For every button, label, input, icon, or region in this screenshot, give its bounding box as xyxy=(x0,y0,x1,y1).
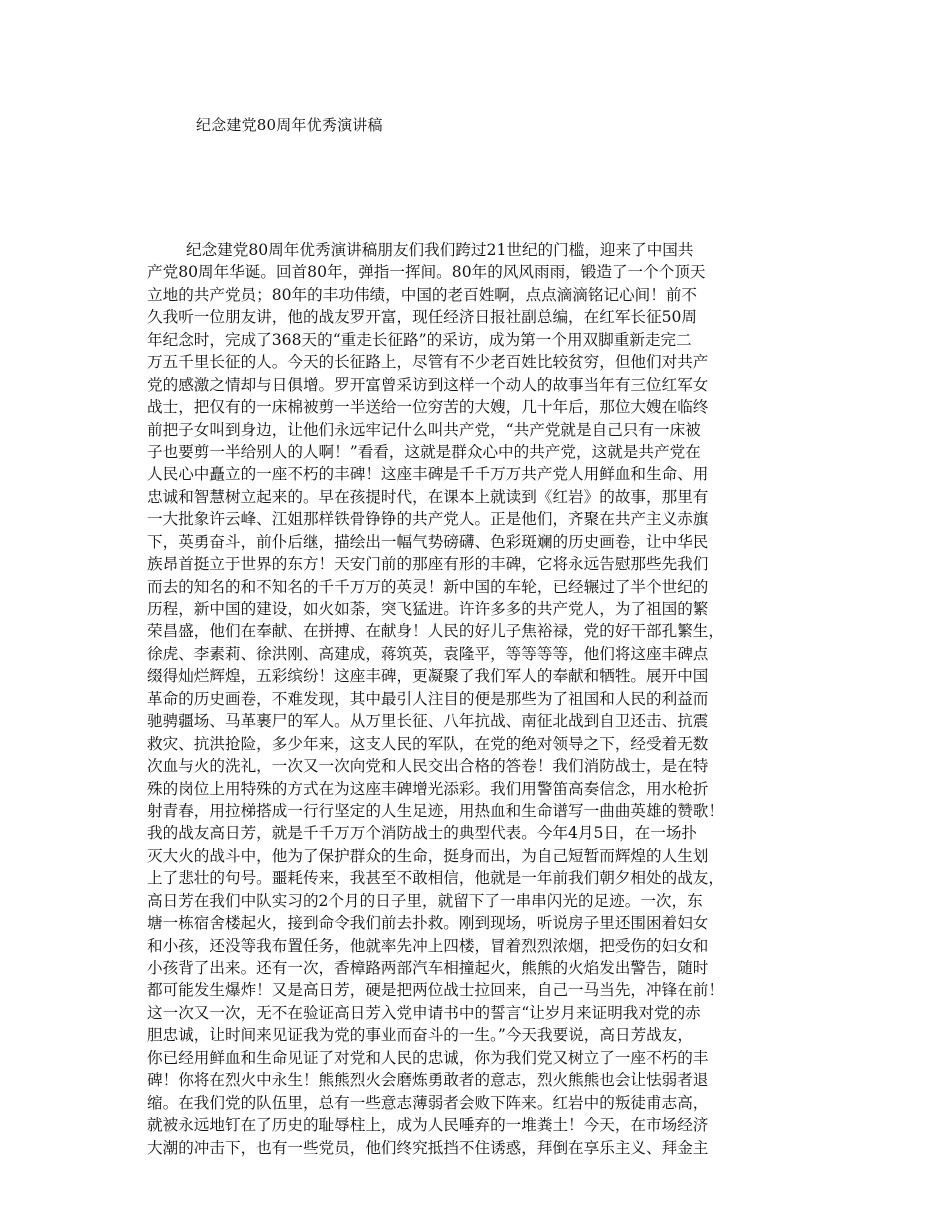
speech-line: 忠诚和智慧树立起来的。早在孩提时代，在课本上就读到《红岩》的故事，那里有 xyxy=(147,487,709,506)
speech-line: 族昂首挺立于世界的东方！天安门前的那座有形的丰碑，它将永远告慰那些先我们 xyxy=(147,555,709,574)
speech-line: 革命的历史画卷，不难发现，其中最引人注目的便是那些为了祖国和人民的利益而 xyxy=(147,689,709,708)
speech-line: 都可能发生爆炸！又是高日芳，硬是把两位战士拉回来，自己一马当先，冲锋在前！ xyxy=(147,981,724,1000)
speech-line: 驰骋疆场、马革裹尸的军人。从万里长征、八年抗战、南征北战到自卫还击、抗震 xyxy=(147,712,709,731)
document-title: 纪念建党80周年优秀演讲稿 xyxy=(196,116,383,134)
speech-line: 殊的岗位上用特殊的方式在为这座丰碑增光添彩。我们用警笛高奏信念，用水枪折 xyxy=(147,779,709,798)
speech-line: 救灾、抗洪抢险，多少年来，这支人民的军队，在党的绝对领导之下，经受着无数 xyxy=(147,734,709,753)
speech-line: 产党80周年华诞。回首80年，弹指一挥间。80年的风风雨雨，锻造了一个个顶天 xyxy=(147,263,706,282)
speech-line: 灭大火的战斗中，他为了保护群众的生命，挺身而出，为自己短暂而辉煌的人生划 xyxy=(147,846,709,865)
speech-line: 徐虎、李素莉、徐洪刚、高建成，蒋筑英，袁隆平，等等等等，他们将这座丰碑点 xyxy=(147,644,709,663)
speech-line: 而去的知名的和不知名的千千万万的英灵！新中国的车轮，已经辗过了半个世纪的 xyxy=(147,577,709,596)
speech-line: 上了悲壮的句号。噩耗传来，我甚至不敢相信，他就是一年前我们朝夕相处的战友， xyxy=(147,869,724,888)
speech-line: 立地的共产党员；80年的丰功伟绩，中国的老百姓啊，点点滴滴铭记心间！前不 xyxy=(147,285,698,304)
speech-line: 胆忠诚，让时间来见证我为党的事业而奋斗的一生。”今天我要说，高日芳战友， xyxy=(147,1026,693,1045)
speech-line: 人民心中矗立的一座不朽的丰碑！这座丰碑是千千万万共产党人用鲜血和生命、用 xyxy=(147,465,709,484)
speech-line: 射青春，用拉梯搭成一行行坚定的人生足迹，用热血和生命谱写一曲曲英雄的赞歌！ xyxy=(147,801,724,820)
speech-line: 年纪念时，完成了368天的“重走长征路”的采访，成为第一个用双脚重新走完二 xyxy=(147,330,692,349)
speech-line: 历程，新中国的建设，如火如荼，突飞猛进。许许多多的共产党人，为了祖国的繁 xyxy=(147,600,709,618)
speech-line: 高日芳在我们中队实习的2个月的日子里，就留下了一串串闪光的足迹。一次，东 xyxy=(147,891,703,910)
speech-body xyxy=(147,239,807,1159)
speech-line: 缀得灿烂辉煌，五彩缤纷！这座丰碑，更凝聚了我们军人的奉献和牺牲。展开中国 xyxy=(147,667,709,686)
speech-line: 就被永远地钉在了历史的耻辱柱上，成为人民唾弃的一堆粪土！今天，在市场经济 xyxy=(147,1116,709,1135)
speech-line: 党的感激之情却与日俱增。罗开富曾采访到这样一个动人的故事当年有三位红军女 xyxy=(147,375,709,394)
speech-line: 小孩背了出来。还有一次，香樟路两部汽车相撞起火，熊熊的火焰发出警告，随时 xyxy=(147,959,709,977)
speech-line: 荣昌盛，他们在奉献、在拼搏、在献身！人民的好儿子焦裕禄，党的好干部孔繁生， xyxy=(147,622,724,641)
speech-line: 和小孩，还没等我布置任务，他就率先冲上四楼，冒着烈烈浓烟，把受伤的妇女和 xyxy=(147,936,709,955)
speech-line: 前把子女叫到身边，让他们永远牢记什么叫共产党，“共产党就是自己只有一床被 xyxy=(147,420,701,439)
speech-line: 一大批象许云峰、江姐那样铁骨铮铮的共产党人。正是他们，齐聚在共产主义赤旗 xyxy=(147,510,709,529)
speech-line: 子也要剪一半给别人的人啊！”看看，这就是群众心中的共产党，这就是共产党在 xyxy=(147,442,701,461)
speech-line: 下，英勇奋斗，前仆后继，描绘出一幅气势磅礴、色彩斑斓的历史画卷，让中华民 xyxy=(147,532,709,551)
speech-line: 我的战友高日芳，就是千千万万个消防战士的典型代表。今年4月5日，在一场扑 xyxy=(147,824,698,843)
speech-line: 战士，把仅有的一床棉被剪一半送给一位穷苦的大嫂，几十年后，那位大嫂在临终 xyxy=(147,398,709,417)
speech-line: 塘一栋宿舍楼起火，接到命令我们前去扑救。刚到现场，听说房子里还围困着妇女 xyxy=(147,914,709,933)
speech-line: 你已经用鲜血和生命见证了对党和人民的忠诚，你为我们党又树立了一座不朽的丰 xyxy=(147,1048,709,1067)
speech-line: 这一次又一次，无不在验证高日芳入党申请书中的誓言“让岁月来证明我对党的赤 xyxy=(147,1003,701,1022)
speech-line: 缩。在我们党的队伍里，总有一些意志薄弱者会败下阵来。红岩中的叛徒甫志高， xyxy=(147,1093,709,1112)
speech-line: 纪念建党80周年优秀演讲稿朋友们我们跨过21世纪的门槛，迎来了中国共 xyxy=(186,241,694,259)
speech-line: 次血与火的洗礼，一次又一次向党和人民交出合格的答卷！我们消防战士，是在特 xyxy=(147,757,709,776)
speech-line: 大潮的冲击下，也有一些党员，他们终究抵挡不住诱惑，拜倒在享乐主义、拜金主 xyxy=(147,1138,709,1157)
speech-line: 碑！你将在烈火中永生！熊熊烈火会磨炼勇敢者的意志，烈火熊熊也会让怯弱者退 xyxy=(147,1071,709,1090)
speech-line: 万五千里长征的人。今天的长征路上，尽管有不少老百姓比较贫穷，但他们对共产 xyxy=(147,353,709,372)
speech-line: 久我听一位朋友讲，他的战友罗开富，现任经济日报社副总编，在红军长征50周 xyxy=(147,308,698,327)
